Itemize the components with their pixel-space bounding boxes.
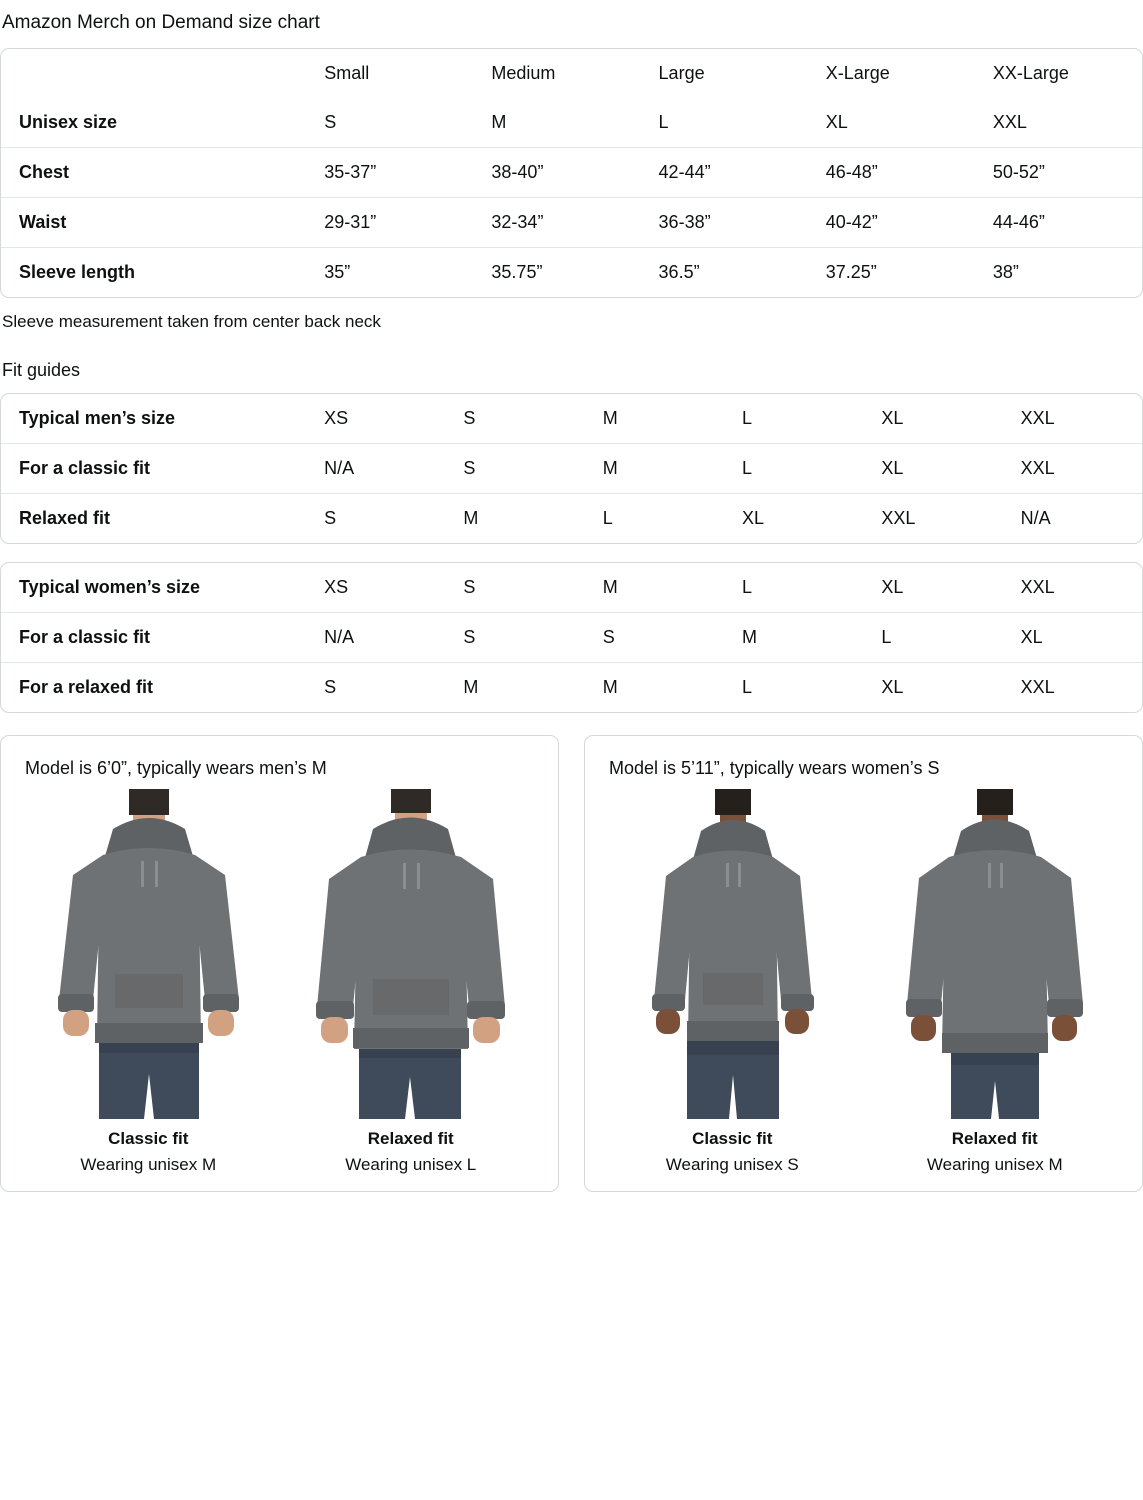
table-cell: S [306, 663, 445, 713]
table-cell: XL [881, 577, 904, 597]
column-header: XX-Large [992, 63, 1069, 83]
table-row [1, 198, 1142, 248]
spacer [0, 544, 1143, 562]
table-cell: XL [1003, 613, 1142, 663]
table-cell: XXL [1020, 577, 1055, 597]
table-cell: XL [825, 112, 848, 132]
table-cell: L [742, 408, 753, 428]
column-header [1, 49, 306, 98]
model-panels [0, 713, 1143, 1192]
mens-model-card [0, 735, 559, 1192]
table-cell: 35-37” [306, 148, 473, 198]
table-cell: 38-40” [473, 148, 640, 198]
table-cell: S [585, 613, 724, 663]
figure-wearing-label: Wearing unisex M [80, 1155, 217, 1174]
table-cell: S [463, 577, 476, 597]
table-row [1, 563, 1142, 613]
figure-wearing-label: Wearing unisex S [665, 1155, 799, 1174]
table-cell: XXL [1020, 408, 1055, 428]
table-cell: S [445, 444, 584, 494]
table-cell: S [463, 408, 476, 428]
table-cell: N/A [306, 444, 445, 494]
column-header: Large [658, 63, 705, 83]
table-cell: L [658, 112, 669, 132]
sleeve-note: Sleeve measurement taken from center back neck [2, 312, 381, 331]
model-caption: Model is 5’11”, typically wears women’s S [609, 758, 940, 778]
table-cell: L [724, 444, 863, 494]
figure-mens-relaxed [280, 789, 543, 1175]
row-label: Unisex size [19, 112, 118, 132]
table-cell: M [445, 494, 584, 544]
mens-classic-fit-image [17, 789, 280, 1119]
column-header: Small [324, 63, 370, 83]
row-label: Waist [1, 198, 306, 248]
table-cell: XXL [1003, 444, 1142, 494]
table-cell: S [306, 494, 445, 544]
figure-fit-label: Relaxed fit [951, 1129, 1038, 1148]
figure-row [17, 789, 542, 1175]
table-row [1, 444, 1142, 494]
table-cell: N/A [1003, 494, 1142, 544]
row-label: For a classic fit [1, 444, 306, 494]
table-cell: 46-48” [808, 148, 975, 198]
table-cell: 42-44” [641, 148, 808, 198]
mens-fit-card [0, 393, 1143, 544]
table-cell: M [602, 408, 618, 428]
row-label: Chest [1, 148, 306, 198]
table-cell: L [863, 613, 1002, 663]
figure-fit-label: Classic fit [108, 1129, 189, 1148]
page-title: Amazon Merch on Demand size chart [2, 12, 320, 33]
size-chart-card [0, 48, 1143, 298]
model-caption: Model is 6’0”, typically wears men’s M [25, 758, 327, 778]
hoodie-model-illustration [41, 789, 256, 1119]
table-cell: M [602, 577, 618, 597]
table-cell: S [324, 112, 337, 132]
table-cell: L [724, 663, 863, 713]
table-cell: 37.25” [808, 248, 975, 298]
womens-fit-card [0, 562, 1143, 713]
table-cell: 50-52” [975, 148, 1142, 198]
figure-womens-classic [601, 789, 864, 1175]
hoodie-model-illustration [887, 789, 1102, 1119]
table-row [1, 98, 1142, 148]
table-cell: XL [881, 408, 904, 428]
column-header: X-Large [825, 63, 890, 83]
table-cell: XL [724, 494, 863, 544]
table-cell: 40-42” [808, 198, 975, 248]
table-cell: XL [863, 663, 1002, 713]
table-cell: XS [324, 577, 349, 597]
row-label: For a relaxed fit [1, 663, 306, 713]
table-row [1, 148, 1142, 198]
row-label: Typical women’s size [19, 577, 201, 597]
table-row [1, 663, 1142, 713]
table-cell: M [445, 663, 584, 713]
table-cell: 35.75” [473, 248, 640, 298]
table-row [1, 394, 1142, 444]
table-cell: 38” [975, 248, 1142, 298]
fit-guides-label: Fit guides [2, 360, 81, 380]
mens-relaxed-fit-image [280, 789, 543, 1119]
table-cell: N/A [306, 613, 445, 663]
table-cell: 29-31” [306, 198, 473, 248]
womens-model-card [584, 735, 1143, 1192]
row-label: For a classic fit [1, 613, 306, 663]
figure-fit-label: Classic fit [692, 1129, 773, 1148]
row-label: Relaxed fit [1, 494, 306, 544]
table-cell: XL [863, 444, 1002, 494]
row-label: Sleeve length [1, 248, 306, 298]
womens-relaxed-fit-image [864, 789, 1127, 1119]
table-cell: L [742, 577, 753, 597]
figure-wearing-label: Wearing unisex M [926, 1155, 1063, 1174]
size-chart-table [1, 49, 1142, 297]
figure-womens-relaxed [864, 789, 1127, 1175]
table-row [1, 613, 1142, 663]
table-cell: XS [324, 408, 349, 428]
table-row [1, 494, 1142, 544]
table-cell: 36.5” [641, 248, 808, 298]
table-cell: L [585, 494, 724, 544]
table-cell: M [491, 112, 507, 132]
figure-fit-label: Relaxed fit [367, 1129, 454, 1148]
hoodie-model-illustration [625, 789, 840, 1119]
table-cell: XXL [1003, 663, 1142, 713]
row-label: Typical men’s size [19, 408, 176, 428]
table-cell: 35” [306, 248, 473, 298]
figure-row [601, 789, 1126, 1175]
table-cell: M [585, 663, 724, 713]
table-cell: S [445, 613, 584, 663]
figure-wearing-label: Wearing unisex L [345, 1155, 477, 1174]
figure-mens-classic [17, 789, 280, 1175]
table-cell: M [724, 613, 863, 663]
table-cell: XXL [863, 494, 1002, 544]
womens-classic-fit-image [601, 789, 864, 1119]
table-cell: 36-38” [641, 198, 808, 248]
table-cell: 44-46” [975, 198, 1142, 248]
table-cell: 32-34” [473, 198, 640, 248]
table-header-row [1, 49, 1142, 98]
table-cell: XXL [992, 112, 1027, 132]
mens-fit-table [1, 394, 1142, 543]
hoodie-model-illustration [303, 789, 518, 1119]
table-row [1, 248, 1142, 298]
table-cell: M [585, 444, 724, 494]
womens-fit-table [1, 563, 1142, 712]
column-header: Medium [491, 63, 556, 83]
